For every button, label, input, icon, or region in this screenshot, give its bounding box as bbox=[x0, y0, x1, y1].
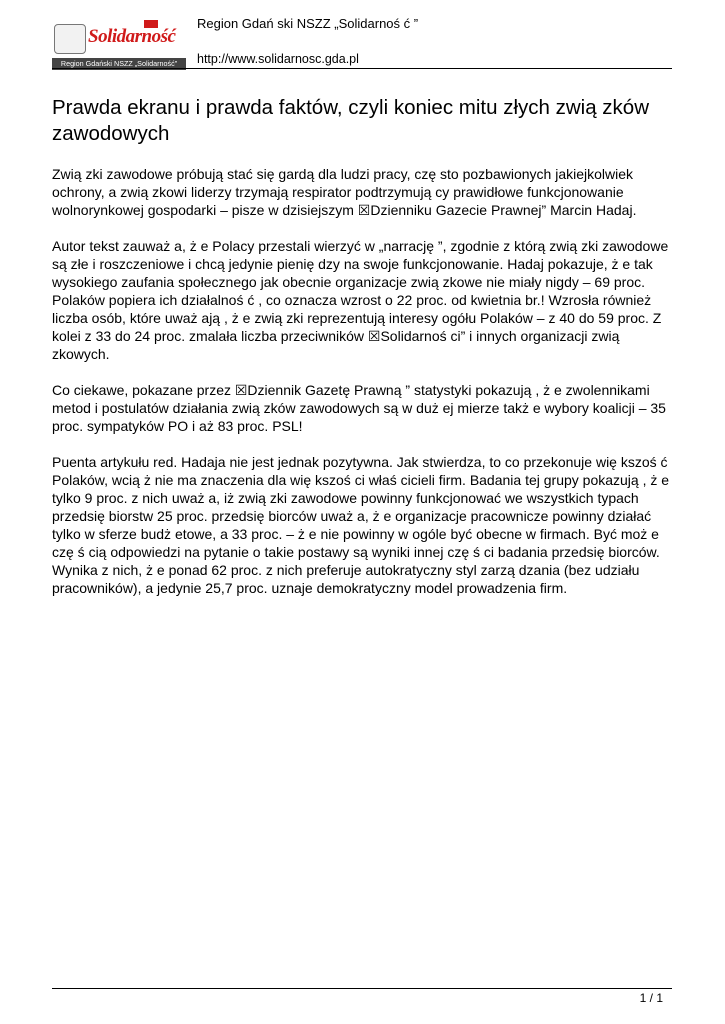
solidarnosc-logo bbox=[52, 20, 186, 70]
article-paragraph: Puenta artykułu red. Hadaja nie jest jednak pozytywna. Jak stwierdza, to co przekonuje wię kszoś ć Polaków, wcią ż nie ma znaczenia dla wię kszoś ci właś cicieli firm. Badania tej grupy pokazują , ż e tylko 9 proc. z nich uważ a, iż zwią zki zawodowe powinny funkcjonować we wszystkich typach przedsię biorstw 25 proc. przedsię biorców uważ a, ż e organizacje pracownicze powinny działać tylko w sferze budż etowe, a 33 proc. – ż e nie powinny w ogóle być obecne w firmach. Być moż e czę ś cią odpowiedzi na pytanie o takie postawy są wyniki innej czę ś ci badania przedsię biorców. Wynika z nich, ż e ponad 62 proc. z nich preferuje autokratyczny styl zarzą dzania (bez udziału pracowników), a jedynie 25,7 proc. uznaje demokratyczny model prowadzenia firm. bbox=[52, 454, 670, 596]
footer-divider bbox=[52, 988, 672, 989]
article-paragraph: Zwią zki zawodowe próbują stać się gardą dla ludzi pracy, czę sto pozbawionych jakiejkolwiek ochrony, a zwią zkowi liderzy trzymają respirator podtrzymują cy prawidłowe funkcjonowanie wolnorynkowej gospodarki – pisze w dzisiejszym ☒Dzienniku Gazecie Prawnej” Marcin Hadaj. bbox=[52, 166, 637, 218]
article bbox=[52, 95, 672, 615]
logo-graphic bbox=[52, 20, 186, 56]
header-divider bbox=[52, 68, 672, 69]
page-number: 1 / 1 bbox=[639, 991, 663, 1005]
region-url: http://www.solidarnosc.gda.pl bbox=[197, 52, 359, 66]
article-paragraph: Co ciekawe, pokazane przez ☒Dziennik Gazetę Prawną ” statystyki pokazują , ż e zwolennikami metod i postulatów działania zwią zków zawodowych są w duż ej mierze takż e wybory koalicji – 35 proc. sympatyków PO i aż 83 proc. PSL! bbox=[52, 382, 666, 434]
page-header bbox=[52, 14, 672, 70]
logo-caption: Region Gdański NSZZ „Solidarność” bbox=[52, 58, 186, 70]
logo-wordmark: Solidarność bbox=[88, 26, 176, 47]
emblem-icon bbox=[54, 24, 86, 54]
article-paragraph: Autor tekst zauważ a, ż e Polacy przestali wierzyć w „narrację ”, zgodnie z którą zwią zki zawodowe są złe i roszczeniowe i chcą jedynie pienię dzy na swoje funkcjonowanie. Hadaj pokazuje, ż e tak wysokiego zaufania społecznego jak obecnie organizacje zwią zkowe nie miały nigdy – 69 proc. Polaków popiera ich działalnoś ć , co oznacza wzrost o 22 proc. od kwietnia br.! Wzrosła również liczba osób, które uważ ają , ż e zwią zki reprezentują interesy ogółu Polaków – z 40 do 59 proc. Z kolei z 33 do 24 proc. zmalała liczba przeciwników ☒Solidarnoś ci” i innych organizacji zwią zkowych. bbox=[52, 238, 669, 362]
article-title: Prawda ekranu i prawda faktów, czyli koniec mitu złych zwią zków zawodowych bbox=[52, 96, 650, 145]
region-name: Region Gdań ski NSZZ „Solidarnoś ć ” bbox=[197, 16, 419, 31]
